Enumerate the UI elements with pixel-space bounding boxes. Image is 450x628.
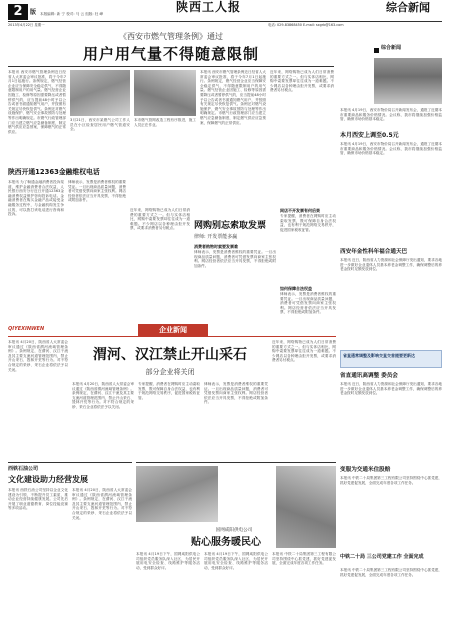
right-photo — [374, 58, 442, 104]
bottom-left-subhead: 文化建设助力经营发展 — [8, 475, 88, 484]
enterprise-banner-label — [138, 324, 208, 336]
center-body-col-3: 专家提醒，消费者在网购时应主动索取发票，既可保障自身合法权益，也有利于规范网络交易秩序，促进国家税收征管。 — [280, 214, 336, 232]
right-body-3: 本报讯 近日，陕西省人力资源和社会保障厅发出通知，要求各地进一步做好企业退休人员基本养老金调整工作，确保调整后的养老金按时足额发放到位。 — [340, 382, 442, 396]
page-number-box — [8, 4, 28, 20]
enterprise-story — [8, 340, 336, 460]
center-kicker: 律师: 开发票能多赢 — [194, 234, 238, 240]
right-headline-1: 本月西安上调至0.5元 — [340, 132, 399, 139]
right-column — [340, 28, 442, 628]
bottom-left-body-2: 本报讯 4月20日，陕西省人大常委会审议通过《陕西省渭河流域管理条例》。条例规定，在渭河、汉江干流及其主要支流河道管理范围内，禁止开山采石、毁林开荒等行为。对不符合规定的采砂、采石企业将依法予以关闭。 — [72, 488, 132, 520]
right-body-5: 本报讯 中铁二十局集团第三工程有限公司坚持围绕中心抓党建，抓好党建促发展，全面完成年度各项工作任务。 — [340, 568, 442, 577]
enterprise-headline: 渭河、汉江禁止开山采石 — [93, 347, 247, 363]
left-story-headline: 陕西开通12363金融维权电话 — [8, 168, 100, 176]
enterprise-banner-rule — [8, 336, 336, 337]
bottom-center-body-3: 本报讯 中铁二十局集团第三工程有限公司坚持围绕中心抓党建，抓好党建促发展，全面完成年度各项工作任务。 — [272, 552, 336, 566]
bottom-center-rule — [136, 462, 336, 463]
left-story-body-2: 律师表示，发票是消费者维权的重要凭证。一旦出现商品质量问题，消费者可凭借发票向商家主张权利。网店经营者依法应当开具发票，不得拒绝或附加条件。 — [68, 180, 126, 203]
enterprise-banner — [8, 324, 336, 338]
lead-photo-caption-1: 3月21日，西安市某燃气公司工作人员在小区检查居民用户燃气管道安全。 — [70, 118, 130, 132]
right-body-4: 本报讯 中铁二十局集团第三工程有限公司坚持围绕中心抓党建，抓好党建促发展，全面完成年度各项工作任务。 — [340, 476, 442, 485]
right-headline-4: 变服为交通米住股赔 — [340, 467, 391, 473]
right-headline-5: 中铁二十局 三公司党建工作 全面完成 — [340, 554, 424, 560]
center-q-label-1: 消费者购物时索要发票难 — [194, 244, 238, 249]
enterprise-body-col-2: 本报讯 4月20日，陕西省人大常委会审议通过《陕西省渭河流域管理条例》。条例规定，在渭河、汉江干流及其主要支流河道管理范围内，禁止开山采石、毁林开荒等行为。对不符合规定的采砂、采石企业将依法予以关闭。 — [72, 382, 134, 409]
center-q-label-2: 网店不开发票有何后果 — [280, 208, 320, 213]
right-photo-caption: 本报讯 4月19日，西安市物价局召开新闻发布会，通报了近期本市重要商品和服务价格情况。会议称，我市将继续加强价格监管，确保市场价格基本稳定。 — [340, 108, 442, 122]
bottom-left-body-1: 本报讯 西铁石油公司坚持以企业文化建设为引领，不断提升员工素质，推动企业经营持续健康发展。公司先后开展了职业道德教育、岗位技能竞赛等多项活动。 — [8, 488, 68, 511]
enterprise-body-col-4: 律师表示，发票是消费者维权的重要凭证。一旦出现商品质量问题，消费者可凭借发票向商家主张权利。网店经营者依法应当开具发票，不得拒绝或附加条件。 — [204, 382, 268, 405]
bottom-left-headline: 西铁石油公司 — [8, 466, 39, 472]
enterprise-banner-label-en: QIYEXINWEN — [8, 326, 45, 332]
lead-kicker: 《西安市燃气管理条例》通过 — [119, 32, 223, 41]
bottom-left-rule — [8, 462, 132, 463]
right-blue-box-text: 省直通常调整及影响交直交首提要更新达 — [343, 353, 415, 358]
center-body-col-2: 律师表示，发票是消费者维权的重要凭证。一旦出现商品质量问题，消费者可凭借发票向商家主张权利。网店经营者依法应当开具发票，不得拒绝或附加条件。 — [194, 250, 276, 268]
enterprise-subhead: 部分企业将关闭 — [145, 368, 195, 376]
lead-photo-2 — [134, 70, 196, 116]
center-headline: 网购别忘索取发票 — [194, 221, 267, 231]
bottom-center-kicker: 国网咸阳供电公司 — [215, 528, 253, 533]
lead-body-col-2: 本报讯 西安市燃气管理条例近日经省人大常委会审议批准，将于今年7月1日起施行。条例规定，燃气经营企业应当保障安全稳定供气，不得随意限制用户的用气量。燃气经营企业因施工、检修等原因需要降压或者暂停供气的，应当提前48小时予以公告或者书面通知燃气用户，并按照有关规定尽快恢复供气。条例还对燃气设施保护、燃气安全事故预防与处理等作出明确规定。市燃气行政管理部门应当建立燃气应急储备制度，制定燃气供应应急预案，保障燃气的正常供应。 — [200, 70, 266, 125]
right-headline-3: 省直通讯高调整 委员会 — [340, 373, 398, 379]
center-story — [130, 208, 336, 320]
masthead-rule — [8, 21, 442, 22]
right-section-tag-label: 综合新闻 — [381, 45, 402, 51]
right-body-1: 本报讯 4月19日，西安市物价局召开新闻发布会，通报了近期本市重要商品和服务价格情况。会议称，我市将继续加强价格监管，确保市场价格基本稳定。 — [340, 142, 442, 156]
paper-name: 陕西工人报 — [176, 0, 242, 14]
center-body-col-4: 律师表示，发票是消费者维权的重要凭证。一旦出现商品质量问题，消费者可凭借发票向商家主张权利。网店经营者依法应当开具发票，不得拒绝或附加条件。 — [280, 292, 336, 315]
enterprise-body-col-1: 本报讯 4月20日，陕西省人大常委会审议通过《陕西省渭河流域管理条例》。条例规定，在渭河、汉江干流及其主要支流河道管理范围内，禁止开山采石、毁林开荒等行为。对不符合规定的采砂、采石企业将依法予以关闭。 — [8, 340, 68, 372]
bottom-center-body-1: 本报讯 4月19日下午，国网咸阳供电公司组织党员服务队深入社区，为居民开展用电安全检查、线路维护等服务活动，受到群众好评。 — [136, 552, 200, 570]
bottom-center-photo — [136, 466, 218, 522]
editor-line: 本版编辑: 新 宁 校对: 马 云 组版: 杜 峰 — [40, 12, 104, 16]
left-story-body-1: 本报讯 为了畅通金融消费者投诉渠道，维护金融消费者合法权益，人民银行西安分行近日开通12363金融消费权益保护咨询投诉电话。金融消费者在购买金融产品或接受金融服务过程中，与金融机构发生争议的，可以拨打该电话进行咨询和投诉。 — [8, 180, 64, 217]
section-title: 综合新闻 — [386, 1, 430, 14]
masthead — [8, 0, 442, 27]
enterprise-banner-label-text: 企业新闻 — [159, 326, 187, 334]
right-section-tag — [374, 46, 442, 56]
bottom-left-story — [8, 462, 132, 624]
lead-photo-1 — [70, 70, 130, 116]
lead-photo-caption-2: 本市燃气管网改造工程有序推进，施工人员正在作业。 — [134, 118, 196, 127]
lead-rule — [8, 66, 334, 67]
center-q-label-3: 如何保障合法权益 — [280, 286, 312, 291]
lead-body-col-1: 本报讯 西安市燃气管理条例近日经省人大常委会审议批准，将于今年7月1日起施行。条例规定，燃气经营企业应当保障安全稳定供气，不得随意限制用户的用气量。燃气经营企业因施工、检修等原因需要降压或者暂停供气的，应当提前48小时予以公告或者书面通知燃气用户，并按照有关规定尽快恢复供气。条例还对燃气设施保护、燃气安全事故预防与处理等作出明确规定。市燃气行政管理部门应当建立燃气应急储备制度，制定燃气供应应急预案，保障燃气的正常供应。 — [8, 70, 66, 134]
page-number: 2 — [13, 4, 23, 19]
lead-body-col-3: 近年来，网络购物已成为人们日常消费的重要方式之一。但与实体店相比，网购中索要发票却往往成为一道难题。不少网店以各种理由拒开发票，或要求消费者另付税点。 — [270, 70, 334, 93]
tag-square-icon — [374, 48, 379, 53]
bottom-center-body-2: 本报讯 4月19日下午，国网咸阳供电公司组织党员服务队深入社区，为居民开展用电安全检查、线路维护等服务活动，受到群众好评。 — [204, 552, 268, 570]
bottom-center-story — [136, 462, 336, 624]
right-headline-2: 西安年金性科年福合通天巴 — [340, 249, 408, 255]
lead-headline: 用户用气量不得随意限制 — [82, 45, 259, 63]
left-story — [8, 168, 126, 318]
bottom-right-photo — [276, 466, 336, 548]
center-body-col-1: 近年来，网络购物已成为人们日常消费的重要方式之一。但与实体店相比，网购中索要发票却往往成为一道难题。不少网店以各种理由拒开发票，或要求消费者另付税点。 — [130, 208, 190, 231]
right-body-2: 本报讯 近日，陕西省人力资源和社会保障厅发出通知，要求各地进一步做好企业退休人员基本养老金调整工作，确保调整后的养老金按时足额发放到位。 — [340, 258, 442, 272]
contact-line: 电话: 029-83868450 E-mail: sxgrb@163.com — [268, 22, 344, 27]
bottom-center-headline: 贴心服务暖民心 — [191, 537, 261, 548]
enterprise-body-col-3: 专家提醒，消费者在网购时应主动索取发票，既可保障自身合法权益，也有利于规范网络交易秩序，促进国家税收征管。 — [138, 382, 200, 400]
page-label: 版 — [30, 9, 37, 16]
date-line: 2013年4月22日 星期一 — [8, 22, 45, 27]
enterprise-body-col-5: 近年来，网络购物已成为人们日常消费的重要方式之一。但与实体店相比，网购中索要发票却往往成为一道难题。不少网店以各种理由拒开发票，或要求消费者另付税点。 — [272, 340, 336, 363]
right-blue-box — [340, 350, 442, 368]
